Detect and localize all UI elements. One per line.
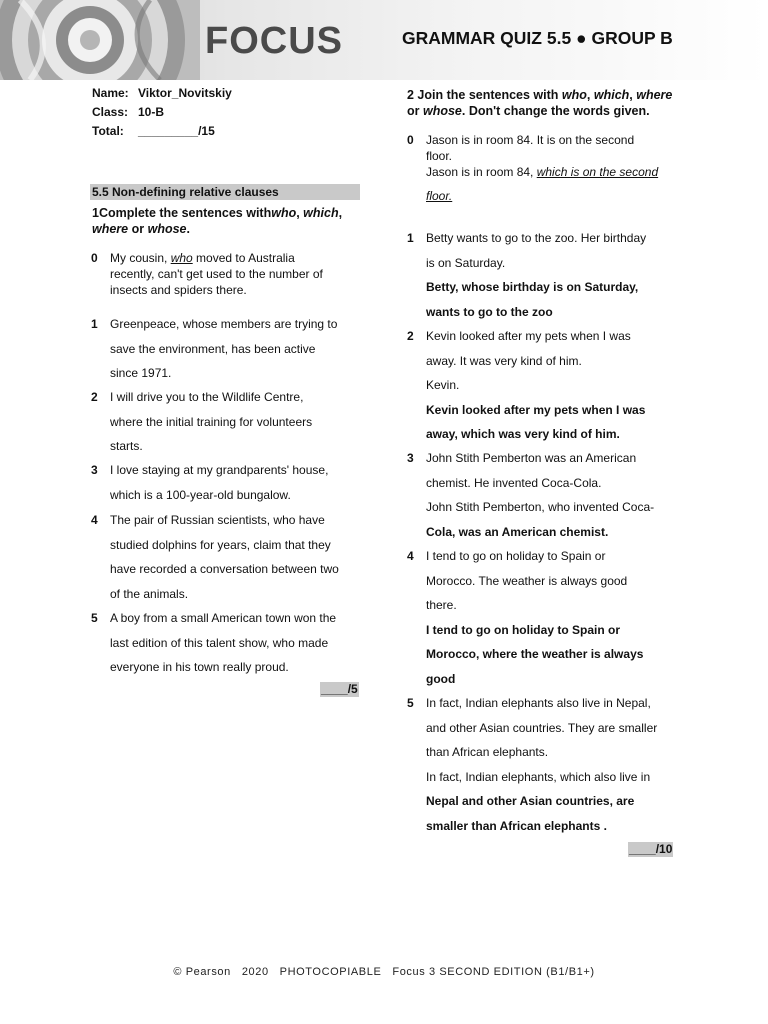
- item-text-part: floor.: [426, 149, 453, 163]
- name-value[interactable]: Viktor_Novitskiy: [138, 86, 232, 100]
- instruction-where: where: [92, 222, 129, 236]
- page-footer: © Pearson 2020 PHOTOCOPIABLE Focus 3 SECOND EDITION (B1/B1+): [173, 966, 595, 978]
- instruction-sep: ,: [296, 206, 304, 220]
- item-text: [426, 544, 643, 691]
- question-line: In fact, Indian elephants also live in Nepal,: [426, 696, 651, 710]
- name-label: Name:: [92, 86, 129, 100]
- item-text[interactable]: [110, 312, 337, 386]
- item-text-part: My cousin,: [110, 251, 171, 265]
- question-line: Kevin looked after my pets when I was: [426, 329, 631, 343]
- exercise-1-score[interactable]: ____/5: [321, 682, 358, 696]
- item-number: 1: [407, 231, 414, 245]
- item-text-part: Jason is in room 84,: [426, 165, 537, 179]
- item-number: 2: [91, 390, 98, 404]
- question-line: chemist. He invented Coca-Cola.: [426, 475, 602, 490]
- section-heading: 5.5 Non-defining relative clauses: [90, 184, 360, 200]
- answer-line[interactable]: smaller than African elephants .: [426, 818, 607, 833]
- item-number: 1: [91, 317, 98, 331]
- item-number: 5: [407, 696, 414, 710]
- instruction-which: which: [303, 206, 339, 220]
- quiz-title: GRAMMAR QUIZ 5.5 ● GROUP B: [402, 28, 673, 48]
- answer-line[interactable]: Nepal and other Asian countries, are: [426, 794, 635, 808]
- example-answer: who: [170, 251, 193, 265]
- answer-line: since 1971.: [110, 366, 172, 380]
- class-value[interactable]: 10-B: [138, 105, 165, 119]
- question-line: In fact, Indian elephants, which also live in: [426, 769, 651, 784]
- student-class-row: [92, 105, 164, 119]
- answer-line: Greenpeace, whose members are trying to: [110, 317, 338, 331]
- question-line: John Stith Pemberton, who invented Coca-: [426, 500, 655, 514]
- class-label: Class:: [92, 105, 129, 119]
- instruction-end: . Don't change the words given.: [461, 104, 650, 118]
- question-line: Morocco. The weather is always good: [426, 573, 628, 588]
- answer-line: have recorded a conversation between two: [110, 562, 339, 576]
- item-text: [426, 446, 654, 544]
- question-line: John Stith Pemberton was an American: [426, 451, 637, 465]
- item-text: [426, 226, 646, 324]
- student-total-row: [92, 124, 215, 138]
- item-text[interactable]: [110, 508, 339, 606]
- answer-line[interactable]: wants to go to the zoo: [426, 304, 553, 319]
- answer-line[interactable]: Morocco, where the weather is always: [426, 647, 644, 661]
- answer-line: of the animals.: [110, 586, 189, 601]
- exercise-1-instruction: [92, 205, 367, 237]
- answer-line[interactable]: Cola, was an American chemist.: [426, 524, 609, 539]
- focus-logo-graphic: [0, 0, 200, 80]
- example-answer: which is on the second: [536, 165, 659, 179]
- answer-line: where the initial training for volunteers: [110, 414, 313, 429]
- instruction-sep: ,: [586, 88, 594, 102]
- instruction-or: or: [128, 222, 148, 236]
- item-number: 0: [407, 133, 414, 147]
- instruction-sep: ,: [338, 206, 343, 220]
- item-number: 4: [407, 549, 414, 563]
- answer-line: save the environment, has been active: [110, 341, 316, 356]
- instruction-whose: whose: [147, 222, 187, 236]
- question-line: there.: [426, 598, 457, 612]
- instruction-which: which: [593, 88, 630, 102]
- answer-line: A boy from a small American town won the: [110, 611, 337, 625]
- instruction-text: 2 Join the sentences with: [407, 88, 562, 102]
- exercise-2-instruction: [407, 87, 687, 119]
- instruction-who: who: [271, 206, 297, 220]
- item-number: 0: [91, 251, 98, 265]
- answer-line: starts.: [110, 439, 143, 453]
- item-text[interactable]: [110, 385, 312, 459]
- item-number: 2: [407, 329, 414, 343]
- answer-line[interactable]: away, which was very kind of him.: [426, 427, 620, 441]
- instruction-or: or: [407, 104, 423, 118]
- question-line: is on Saturday.: [426, 255, 506, 270]
- item-number: 3: [407, 451, 414, 465]
- answer-line: which is a 100-year-old bungalow.: [110, 487, 291, 502]
- question-line: I tend to go on holiday to Spain or: [426, 549, 606, 563]
- instruction-whose: whose: [422, 104, 462, 118]
- exercise-2-score[interactable]: ____/10: [629, 842, 673, 856]
- answer-line: last edition of this talent show, who made: [110, 635, 329, 650]
- student-name-row: [92, 86, 232, 100]
- item-text-part: moved to Australia: [192, 251, 295, 265]
- answer-line: The pair of Russian scientists, who have: [110, 513, 325, 527]
- total-label: Total:: [92, 124, 124, 138]
- page-header: [0, 0, 768, 80]
- instruction-sep: ,: [629, 88, 637, 102]
- answer-line: I will drive you to the Wildlife Centre,: [110, 390, 304, 404]
- question-line: and other Asian countries. They are smaller: [426, 720, 658, 735]
- item-text-part: insects and spiders there.: [110, 283, 247, 297]
- item-text-part: recently, can't get used to the number of: [110, 267, 323, 281]
- answer-line: studied dolphins for years, claim that they: [110, 537, 331, 552]
- item-number: 4: [91, 513, 98, 527]
- instruction-text: 1Complete the sentences with: [92, 206, 272, 220]
- total-value[interactable]: _________/15: [138, 124, 215, 138]
- item-text: [110, 250, 323, 298]
- brand-logo-text: FOCUS: [205, 20, 343, 62]
- answer-line[interactable]: I tend to go on holiday to Spain or: [426, 622, 620, 637]
- item-text: [426, 132, 658, 204]
- answer-line: everyone in his town really proud.: [110, 660, 289, 674]
- example-answer: floor.: [426, 189, 453, 203]
- item-text: [426, 324, 645, 447]
- instruction-who: who: [561, 88, 587, 102]
- instruction-end: .: [186, 222, 190, 236]
- question-line: Kevin.: [426, 378, 460, 392]
- question-line: away. It was very kind of him.: [426, 353, 582, 368]
- answer-line[interactable]: Betty, whose birthday is on Saturday,: [426, 280, 639, 294]
- answer-line: I love staying at my grandparents' house,: [110, 463, 329, 477]
- answer-line[interactable]: Kevin looked after my pets when I was: [426, 402, 646, 417]
- question-line: than African elephants.: [426, 745, 549, 759]
- question-line: Betty wants to go to the zoo. Her birthday: [426, 231, 647, 245]
- answer-line[interactable]: good: [426, 671, 456, 686]
- item-text: [426, 691, 657, 838]
- item-text[interactable]: [110, 458, 328, 507]
- item-number: 3: [91, 463, 98, 477]
- instruction-where: where: [636, 88, 673, 102]
- item-text-part: Jason is in room 84. It is on the second: [426, 133, 635, 147]
- item-number: 5: [91, 611, 98, 625]
- item-text[interactable]: [110, 606, 336, 680]
